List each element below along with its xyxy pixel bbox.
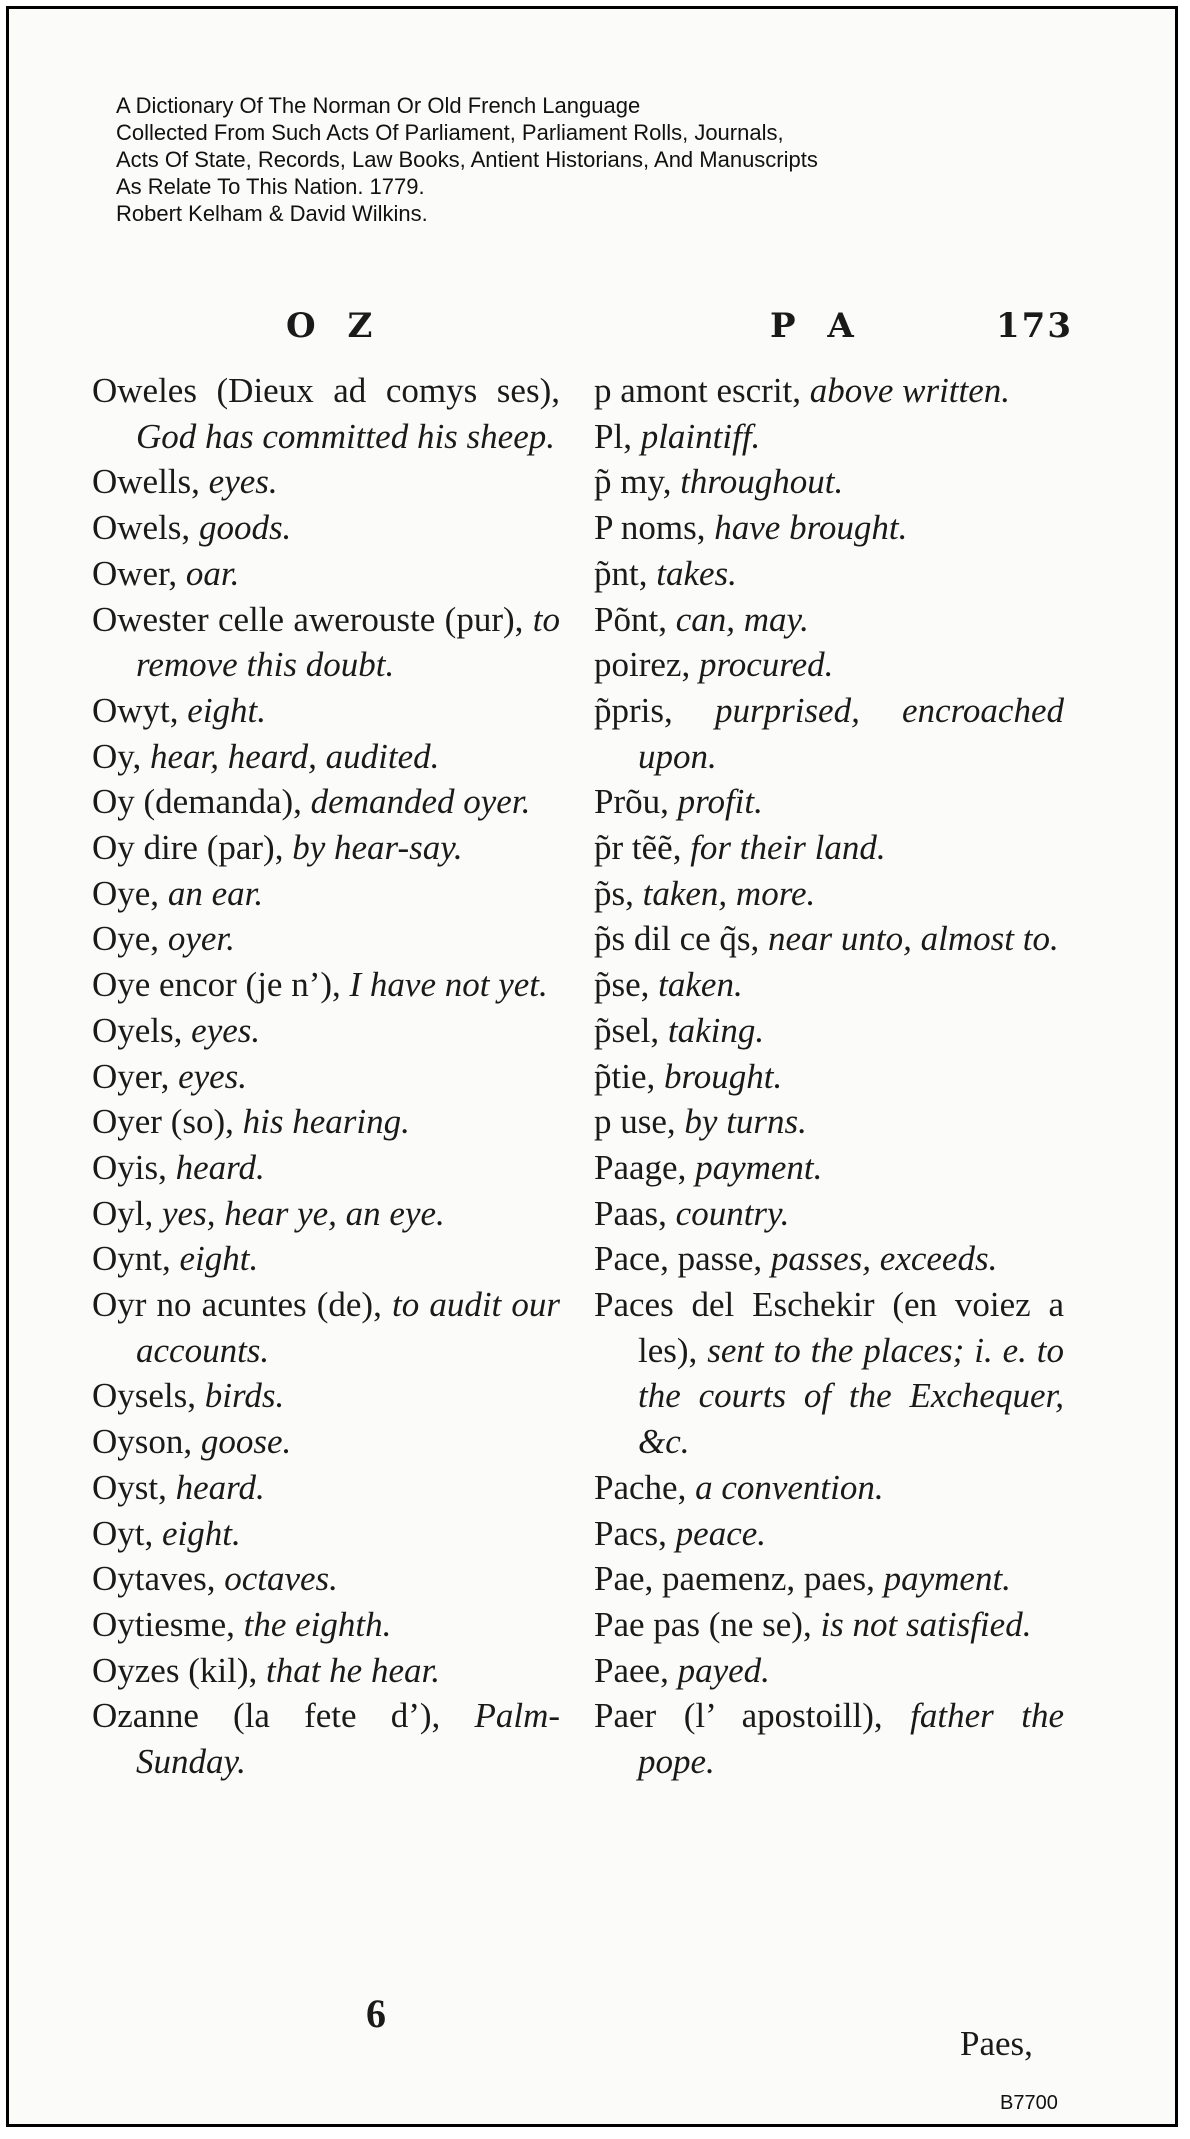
dictionary-entry [594,871,1064,917]
entry-definition: peace. [675,1513,767,1553]
entry-definition: payment. [695,1147,823,1187]
dictionary-entry [594,642,1064,688]
entry-headword: Owester celle awerouste (pur), [92,599,524,639]
dictionary-entry [594,368,1064,414]
entry-headword: Oyels, [92,1010,183,1050]
entry-definition: the eighth. [243,1604,392,1644]
dictionary-entry [594,1556,1064,1602]
entry-definition: taken. [658,965,743,1005]
entry-headword: Oyr no acuntes (de), [92,1285,382,1325]
dictionary-entry [594,1282,1064,1465]
header-line: A Dictionary Of The Norman Or Old French Language [116,93,641,118]
dictionary-entry [594,1511,1064,1557]
entry-definition: purprised, encroached upon. [638,690,1064,776]
entry-definition: eyes. [178,1056,248,1096]
entry-headword: Owells, [92,462,200,502]
dictionary-entry [92,1008,560,1054]
dictionary-entry [594,779,1064,825]
left-column [92,368,560,1785]
entry-headword: p̃s dil ce q̃s, [594,919,760,959]
entry-headword: Oytiesme, [92,1604,235,1644]
dictionary-entry [92,368,560,459]
entry-headword: Oyer, [92,1056,170,1096]
dictionary-entry [594,1054,1064,1100]
entry-definition: eight. [179,1239,259,1279]
entry-headword: Oye, [92,919,160,959]
entry-headword: Oweles (Dieux ad comys ses), [92,371,560,410]
dictionary-entry [92,871,560,917]
dictionary-entry [594,1008,1064,1054]
dictionary-entry [594,1465,1064,1511]
entry-headword: Oysels, [92,1376,197,1416]
entry-headword: Ower, [92,553,178,593]
dictionary-entry [594,1602,1064,1648]
entry-definition: taken, more. [642,873,816,913]
entry-definition: to audit our accounts. [136,1285,561,1370]
entry-definition: above written. [809,371,1011,410]
dictionary-entry [92,1648,560,1694]
entry-definition: procured. [698,645,834,685]
dictionary-entry [92,962,560,1008]
entry-headword: p̃r tẽẽ, [594,828,682,868]
entry-headword: p̃s, [594,873,634,913]
entry-definition: payment. [883,1559,1011,1599]
entry-headword: Oyzes (kil), [92,1650,258,1690]
header-line: As Relate To This Nation. 1779. [116,174,425,199]
entry-definition: payed. [677,1650,770,1690]
entry-definition: I have not yet. [349,965,548,1005]
dictionary-entry [594,825,1064,871]
entry-definition: octaves. [224,1559,338,1599]
entry-definition: is not satisfied. [820,1604,1032,1644]
dictionary-entry [92,1236,560,1282]
entry-definition: his hearing. [242,1102,410,1142]
entry-definition: father the pope. [638,1696,1064,1782]
dictionary-entry [92,1602,560,1648]
entry-headword: Oyer (so), [92,1102,234,1142]
running-head-right: P A [770,306,864,346]
dictionary-entry [92,734,560,780]
entry-definition: takes. [656,553,737,593]
dictionary-entry [92,1373,560,1419]
entry-definition: heard. [175,1147,265,1187]
entry-definition: demanded oyer. [310,782,531,822]
entry-headword: p̃nt, [594,553,648,593]
entry-definition: eight. [187,690,267,730]
entry-definition: can, may. [675,599,809,639]
dictionary-entry [594,962,1064,1008]
entry-definition: near unto, almost to. [768,919,1059,959]
dictionary-entry [92,551,560,597]
entry-headword: Põnt, [594,599,667,639]
entry-definition: goose. [200,1422,292,1462]
entry-headword: p̃tie, [594,1056,656,1096]
dictionary-entry [92,1282,560,1373]
entry-definition: hear, heard, audited. [150,736,440,776]
dictionary-entry [594,1145,1064,1191]
entry-headword: Oynt, [92,1239,171,1279]
entry-definition: country. [675,1193,790,1233]
entry-definition: goods. [198,508,292,548]
entry-headword: p̃se, [594,965,650,1005]
entry-headword: Ozanne (la fete d’), [92,1696,441,1736]
entry-headword: Owyt, [92,690,179,730]
entry-headword: p̃pris, [594,690,673,730]
entry-headword: P noms, [594,508,706,548]
entry-headword: Paer (l’ apostoill), [594,1696,883,1736]
entry-headword: p̃ my, [594,462,672,502]
entry-headword: Paces del Eschekir (en voiez a les), [594,1285,1064,1370]
entry-definition: by turns. [684,1102,807,1142]
dictionary-entry [594,551,1064,597]
dictionary-entry [594,1693,1064,1784]
entry-definition: to remove this doubt. [136,599,560,685]
catchword: Paes, [960,2024,1033,2063]
entry-definition: Palm-Sunday. [136,1696,561,1782]
entry-definition: oar. [185,553,240,593]
entry-headword: Oye encor (je n’), [92,965,341,1005]
entry-definition: God has committed his sheep. [136,416,555,456]
entry-definition: birds. [204,1376,285,1416]
page-number: 173 [996,306,1073,346]
dictionary-entry [594,459,1064,505]
dictionary-entry [92,688,560,734]
entry-definition: taking. [667,1010,765,1050]
entry-definition: passes, exceeds. [770,1239,998,1279]
entry-headword: Pae pas (ne se), [594,1604,812,1644]
entry-definition: profit. [677,782,763,822]
dictionary-entry [92,459,560,505]
dictionary-entry [594,597,1064,643]
dictionary-entry [92,1511,560,1557]
entry-definition: an ear. [167,873,264,913]
entry-definition: heard. [175,1467,265,1507]
entry-headword: Pacs, [594,1513,667,1553]
entry-headword: Oye, [92,873,160,913]
header-line: Robert Kelham & David Wilkins. [116,201,428,226]
dictionary-entry [92,1191,560,1237]
entry-headword: Pae, paemenz, paes, [594,1559,875,1599]
entry-headword: Paage, [594,1147,687,1187]
dictionary-entry [594,1236,1064,1282]
entry-definition: for their land. [690,828,886,868]
entry-definition: by hear-say. [292,828,463,868]
entry-definition: eyes. [191,1010,261,1050]
entry-headword: Oyt, [92,1513,154,1553]
collection-header [116,92,818,227]
entry-headword: Paee, [594,1650,669,1690]
dictionary-entry [594,1648,1064,1694]
entry-headword: Pache, [594,1467,687,1507]
entry-headword: Owels, [92,508,191,548]
entry-headword: Oyl, [92,1193,154,1233]
dictionary-entry [92,1054,560,1100]
entry-definition: oyer. [167,919,235,959]
right-column [594,368,1064,1785]
entry-definition: eight. [162,1513,241,1553]
dictionary-entry [92,505,560,551]
dictionary-entry [594,688,1064,779]
entry-headword: Oytaves, [92,1559,216,1599]
dictionary-entry [594,1099,1064,1145]
entry-headword: Oyst, [92,1467,167,1507]
dictionary-entry [92,1099,560,1145]
entry-definition: a convention. [695,1467,884,1507]
entry-definition: plaintiff. [640,416,761,456]
entry-headword: Oyis, [92,1147,167,1187]
dictionary-entry [92,825,560,871]
entry-headword: poirez, [594,645,691,685]
entry-definition: brought. [663,1056,783,1096]
dictionary-entry [594,414,1064,460]
entry-definition: yes, hear ye, an eye. [162,1193,445,1233]
header-line: Acts Of State, Records, Law Books, Antient Historians, And Manuscripts [116,147,818,172]
dictionary-entry [92,597,560,688]
document-code: B7700 [1000,2092,1058,2114]
running-head-left: O Z [286,306,383,346]
entry-headword: Paas, [594,1193,667,1233]
entry-definition: that he hear. [265,1650,440,1690]
dictionary-entry [594,1191,1064,1237]
entry-headword: Oy dire (par), [92,828,284,868]
dictionary-entry [92,779,560,825]
dictionary-entry [92,1556,560,1602]
entry-definition: eyes. [208,462,278,502]
header-line: Collected From Such Acts Of Parliament, Parliament Rolls, Journals, [116,120,784,145]
entry-definition: sent to the places; i. e. to the courts of the Exchequer, &c. [638,1330,1065,1462]
entry-headword: p̃sel, [594,1010,660,1050]
dictionary-entry [92,1419,560,1465]
dictionary-entry [594,916,1064,962]
entry-headword: Oy (demanda), [92,782,302,822]
entry-headword: Oyson, [92,1422,193,1462]
entry-headword: Oy, [92,736,142,776]
entry-headword: Pace, passe, [594,1239,763,1279]
entry-headword: p use, [594,1102,676,1142]
dictionary-entry [92,1145,560,1191]
dictionary-entry [92,916,560,962]
signature-mark: 6 [366,1991,386,2036]
entry-definition: have brought. [714,508,908,548]
entry-headword: Prõu, [594,782,669,822]
dictionary-entry [594,505,1064,551]
dictionary-entry [92,1693,560,1784]
entry-headword: Pl, [594,416,632,456]
entry-headword: p amont escrit, [594,371,802,410]
entry-definition: throughout. [680,462,844,502]
dictionary-entry [92,1465,560,1511]
